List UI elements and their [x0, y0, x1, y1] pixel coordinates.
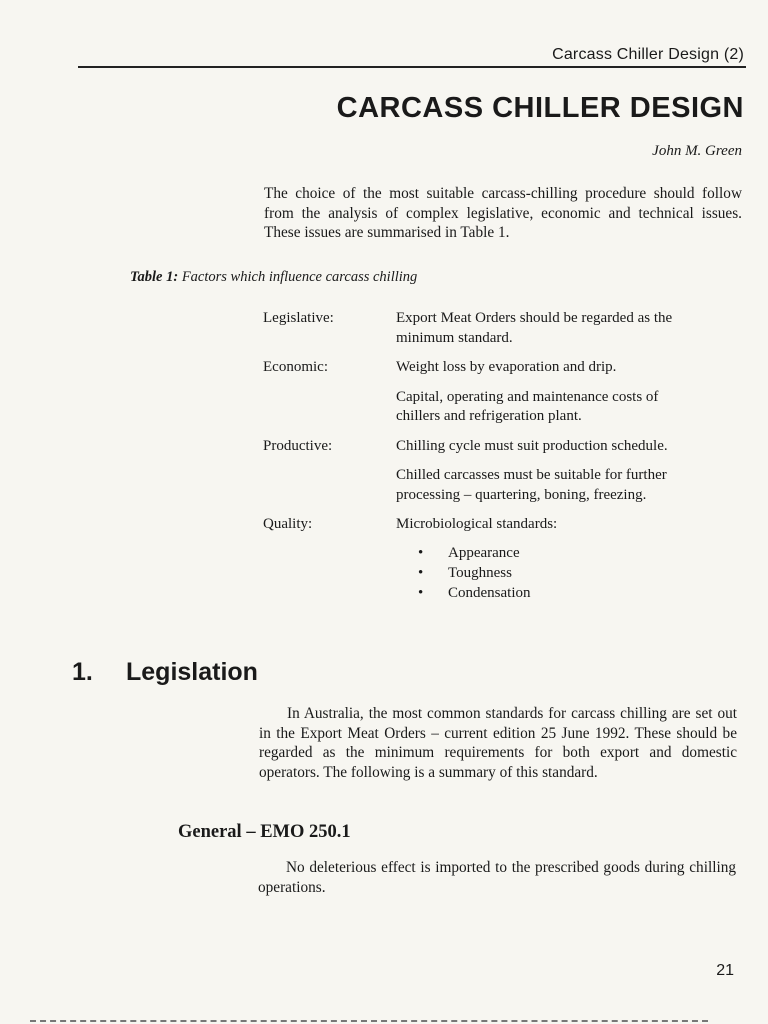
subsection-heading: General – EMO 250.1	[178, 822, 351, 842]
header-rule	[78, 66, 746, 68]
factor-item: Capital, operating and maintenance costs of chillers and refrigeration plant.	[396, 388, 659, 424]
running-header: Carcass Chiller Design (2)	[552, 46, 744, 63]
intro-paragraph: The choice of the most suitable carcass-chilling procedure should follow from the analysis of complex legislative, economic and technical issues. These issues are summarised in Table 1.	[264, 185, 742, 241]
bullet-list	[396, 543, 703, 603]
factor-item: Chilled carcasses must be suitable for further processing – quartering, boning, freezing.	[396, 467, 667, 503]
section-heading	[72, 658, 258, 687]
section-number: 1.	[72, 658, 93, 686]
bullet-item: • Appearance	[396, 543, 703, 563]
factor-item: Export Meat Orders should be regarded as the minimum standard.	[396, 310, 673, 346]
factor-item: Microbiological standards:	[396, 516, 558, 532]
general-paragraph: No deleterious effect is imported to the prescribed goods during chilling operations.	[258, 859, 736, 896]
factor-label: Economic:	[263, 359, 328, 375]
bullet-item: • Condensation	[396, 583, 703, 603]
factor-label: Legislative:	[263, 310, 334, 326]
table-caption-text: Factors which influence carcass chilling	[181, 269, 418, 285]
factors-table	[263, 309, 703, 603]
factor-row-legislative	[263, 309, 703, 348]
factor-item: Weight loss by evaporation and drip.	[396, 359, 617, 375]
legislation-paragraph: In Australia, the most common standards for carcass chilling are set out in the Export Meat Orders – current edition 25 June 1992. These should be regarded as the minimum requirements for both export and domestic operators. The following is a summary of this standard.	[259, 705, 737, 781]
scan-edge-marks	[30, 1020, 708, 1022]
factor-item: Chilling cycle must suit production schedule.	[396, 437, 668, 454]
factor-row-economic	[263, 358, 703, 427]
section-title: Legislation	[126, 658, 258, 686]
table-caption-number: Table 1:	[130, 269, 179, 285]
factor-label: Productive:	[263, 437, 333, 454]
factor-label: Quality:	[263, 516, 313, 532]
table-caption	[130, 269, 417, 286]
bullet-item: • Toughness	[396, 563, 703, 583]
author-name: John M. Green	[652, 143, 742, 159]
page-number: 21	[716, 962, 734, 979]
article-title: CARCASS CHILLER DESIGN	[336, 92, 744, 124]
factor-row-quality	[263, 515, 703, 603]
factor-row-productive	[263, 437, 703, 506]
